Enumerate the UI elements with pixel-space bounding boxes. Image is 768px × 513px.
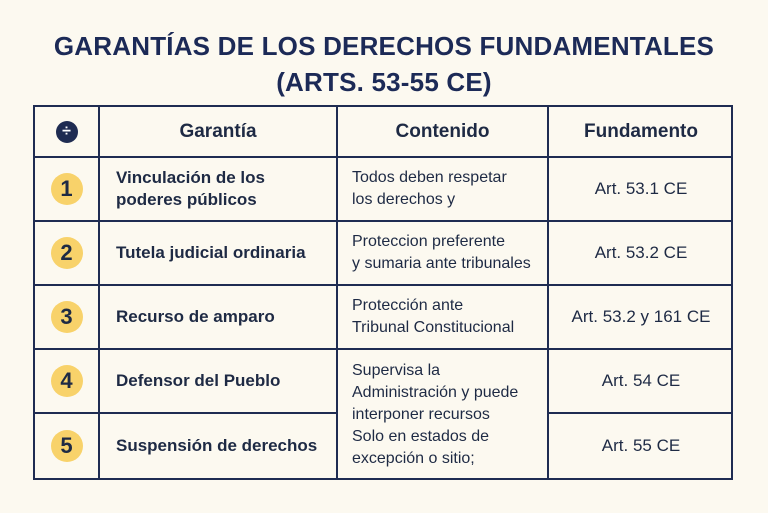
garantia-line: Vinculación de los (116, 168, 265, 187)
number-badge: 5 (51, 430, 83, 462)
garantia-cell (100, 350, 336, 412)
contenido-cell-merged (338, 350, 547, 478)
garantia-cell (100, 286, 336, 348)
contenido-line: Tribunal Constitucional (352, 319, 515, 336)
divide-icon: ÷ (56, 121, 78, 143)
contenido-line: Administración y puede (352, 384, 519, 401)
contenido-line: interponer recursos (352, 406, 490, 423)
garantia-cell (100, 222, 336, 284)
garantia-line: Suspensión de derechos (116, 436, 318, 455)
title-line-1: GARANTÍAS DE LOS DERECHOS FUNDAMENTALES (53, 31, 715, 61)
table-row-number (35, 158, 98, 220)
number-badge: 1 (51, 173, 83, 205)
fundamento-cell: Art. 54 CE (601, 371, 681, 390)
fundamento-cell: Art. 53.1 CE (594, 179, 688, 198)
table-row-number (35, 350, 98, 412)
contenido-line: excepción o sitio; (352, 450, 475, 467)
header-garantia: Garantía (179, 120, 257, 142)
contenido-line: Protección ante (352, 297, 464, 314)
contenido-line: Solo en estados de (352, 428, 489, 445)
page-title (0, 28, 768, 100)
number-badge: 4 (51, 365, 83, 397)
number-badge: 3 (51, 301, 83, 333)
contenido-line: Proteccion preferente (352, 233, 505, 250)
contenido-line: los derechos y (352, 191, 456, 208)
contenido-cell (338, 222, 547, 284)
garantia-cell (100, 414, 336, 478)
table-row-number (35, 286, 98, 348)
table-row-number (35, 222, 98, 284)
garantia-line: Tutela judicial ordinaria (116, 243, 306, 262)
fundamento-cell: Art. 53.2 y 161 CE (571, 307, 711, 326)
contenido-line: y sumaria ante tribunales (352, 255, 531, 272)
contenido-line: Supervisa la (352, 362, 441, 379)
header-icon-cell (35, 107, 98, 156)
garantia-line: Recurso de amparo (116, 307, 275, 326)
contenido-cell (338, 286, 547, 348)
table-row-number (35, 414, 98, 478)
garantia-line: Defensor del Pueblo (116, 371, 281, 390)
header-contenido: Contenido (395, 120, 490, 142)
guarantees-table (33, 105, 733, 480)
fundamento-cell: Art. 53.2 CE (594, 243, 688, 262)
number-badge: 2 (51, 237, 83, 269)
header-fundamento: Fundamento (584, 120, 698, 142)
contenido-cell (338, 158, 547, 220)
contenido-line: Todos deben respetar (352, 169, 507, 186)
fundamento-cell: Art. 55 CE (601, 436, 681, 455)
title-line-2: (ARTS. 53-55 CE) (276, 67, 492, 97)
garantia-cell (100, 158, 336, 220)
garantia-line: poderes públicos (116, 190, 257, 209)
